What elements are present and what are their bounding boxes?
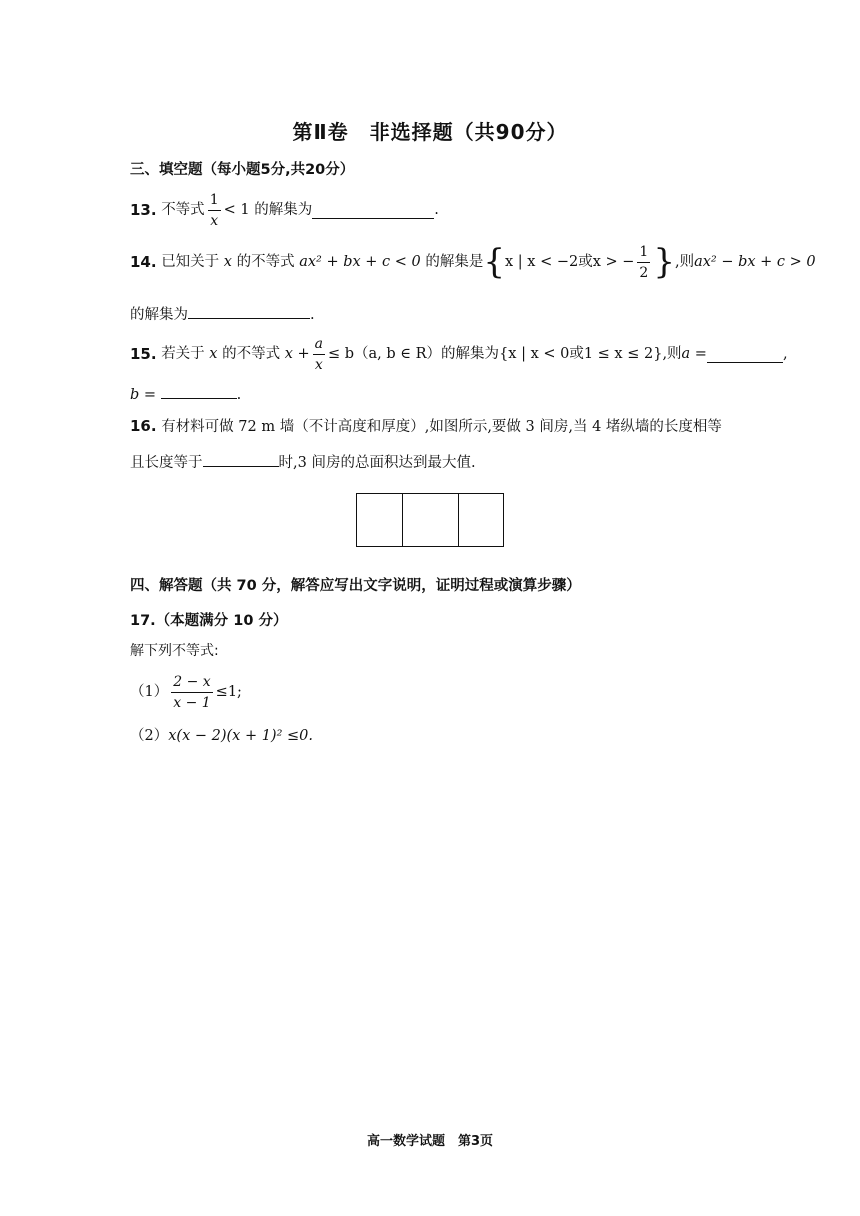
fraction (637, 245, 650, 280)
inequality: ax² + bx + c < 0 (299, 254, 421, 270)
comma: , (782, 346, 788, 362)
question-text: 且长度等于 (130, 455, 203, 471)
question-text: ,则 (674, 254, 695, 270)
question-text: 的不等式 (236, 254, 295, 270)
question-14 (130, 240, 816, 284)
question-17-part-1 (130, 670, 242, 714)
question-text: 有材料可做 72 m 墙（不计高度和厚度）,如图所示,要做 3 间房,当 4 堵纵墙的长度相等 (161, 419, 722, 435)
answer-blank-b[interactable] (161, 382, 237, 399)
fraction-denominator: x (314, 356, 323, 373)
fraction-numerator: 2 − x (171, 675, 212, 693)
fraction-denominator: x (210, 212, 219, 229)
fraction-numerator: a (313, 337, 325, 355)
period: . (310, 307, 315, 323)
variable: x (209, 346, 218, 362)
part-label: （1） (130, 684, 169, 700)
question-15 (130, 332, 788, 376)
inequality: ax² − bx + c > 0 (694, 254, 816, 270)
set-expression: x | x < −2或x > − (505, 254, 635, 270)
answer-blank[interactable] (203, 450, 279, 467)
question-15-line-2 (130, 382, 241, 406)
section-fill-in-heading: 三、填空题（每小题5分,共20分） (130, 162, 355, 178)
fraction-denominator: 2 (639, 264, 649, 281)
question-text: 的不等式 (222, 346, 281, 362)
answer-blank[interactable] (188, 302, 310, 319)
period: . (434, 202, 439, 218)
question-text: 的解集为 (130, 307, 188, 323)
fraction (208, 193, 221, 228)
period: . (236, 387, 242, 403)
variable: x (223, 254, 232, 270)
question-text: < 1 的解集为 (223, 202, 313, 218)
question-number: 15. (130, 345, 157, 363)
three-rooms-diagram (356, 493, 504, 547)
page-footer: 高一数学试题 第3页 (366, 1134, 494, 1149)
part-label: （2） (130, 728, 169, 744)
question-text: 已知关于 (161, 254, 220, 270)
interior-wall (458, 494, 459, 546)
question-number: 16. (130, 417, 157, 435)
fraction (313, 337, 325, 372)
set-expression: {x | x < 0或1 ≤ x ≤ 2} (499, 346, 663, 362)
variable-a-label: a = (681, 346, 707, 362)
page-title: 第Ⅱ卷 非选择题（共90分） (292, 120, 568, 144)
question-number: 14. (130, 253, 157, 271)
right-brace: } (653, 242, 675, 282)
section-answer-heading: 四、解答题（共 70 分，解答应写出文字说明，证明过程或演算步骤） (130, 578, 581, 594)
fraction (171, 675, 212, 710)
question-text: 若关于 (161, 346, 205, 362)
inequality-rhs: ≤1; (215, 684, 242, 700)
variable-b-label: b = (130, 387, 157, 403)
question-17-instruction: 解下列不等式: (130, 643, 219, 659)
question-16 (130, 415, 722, 438)
question-14-line-2 (130, 302, 315, 326)
question-text: 时,3 间房的总面积达到最大值. (278, 455, 476, 471)
question-text: 不等式 (161, 202, 205, 218)
left-brace: { (483, 242, 505, 282)
question-16-line-2 (130, 450, 476, 474)
question-number: 13. (130, 201, 157, 219)
answer-blank-a[interactable] (707, 346, 783, 363)
answer-blank[interactable] (312, 202, 434, 219)
question-17-part-2 (130, 725, 313, 747)
question-text: 的解集是 (425, 254, 484, 270)
fraction-denominator: x − 1 (173, 694, 211, 711)
fraction-numerator: 1 (637, 245, 650, 263)
inequality: x(x − 2)(x + 1)² ≤0. (168, 728, 313, 744)
question-text: ≤ b（a, b ∈ R）的解集为 (328, 346, 500, 362)
question-text: ,则 (662, 346, 682, 362)
expression: x + (284, 346, 310, 362)
question-13 (130, 188, 439, 232)
question-17-heading: 17.（本题满分 10 分） (130, 613, 288, 629)
interior-wall (402, 494, 403, 546)
fraction-numerator: 1 (208, 193, 221, 211)
